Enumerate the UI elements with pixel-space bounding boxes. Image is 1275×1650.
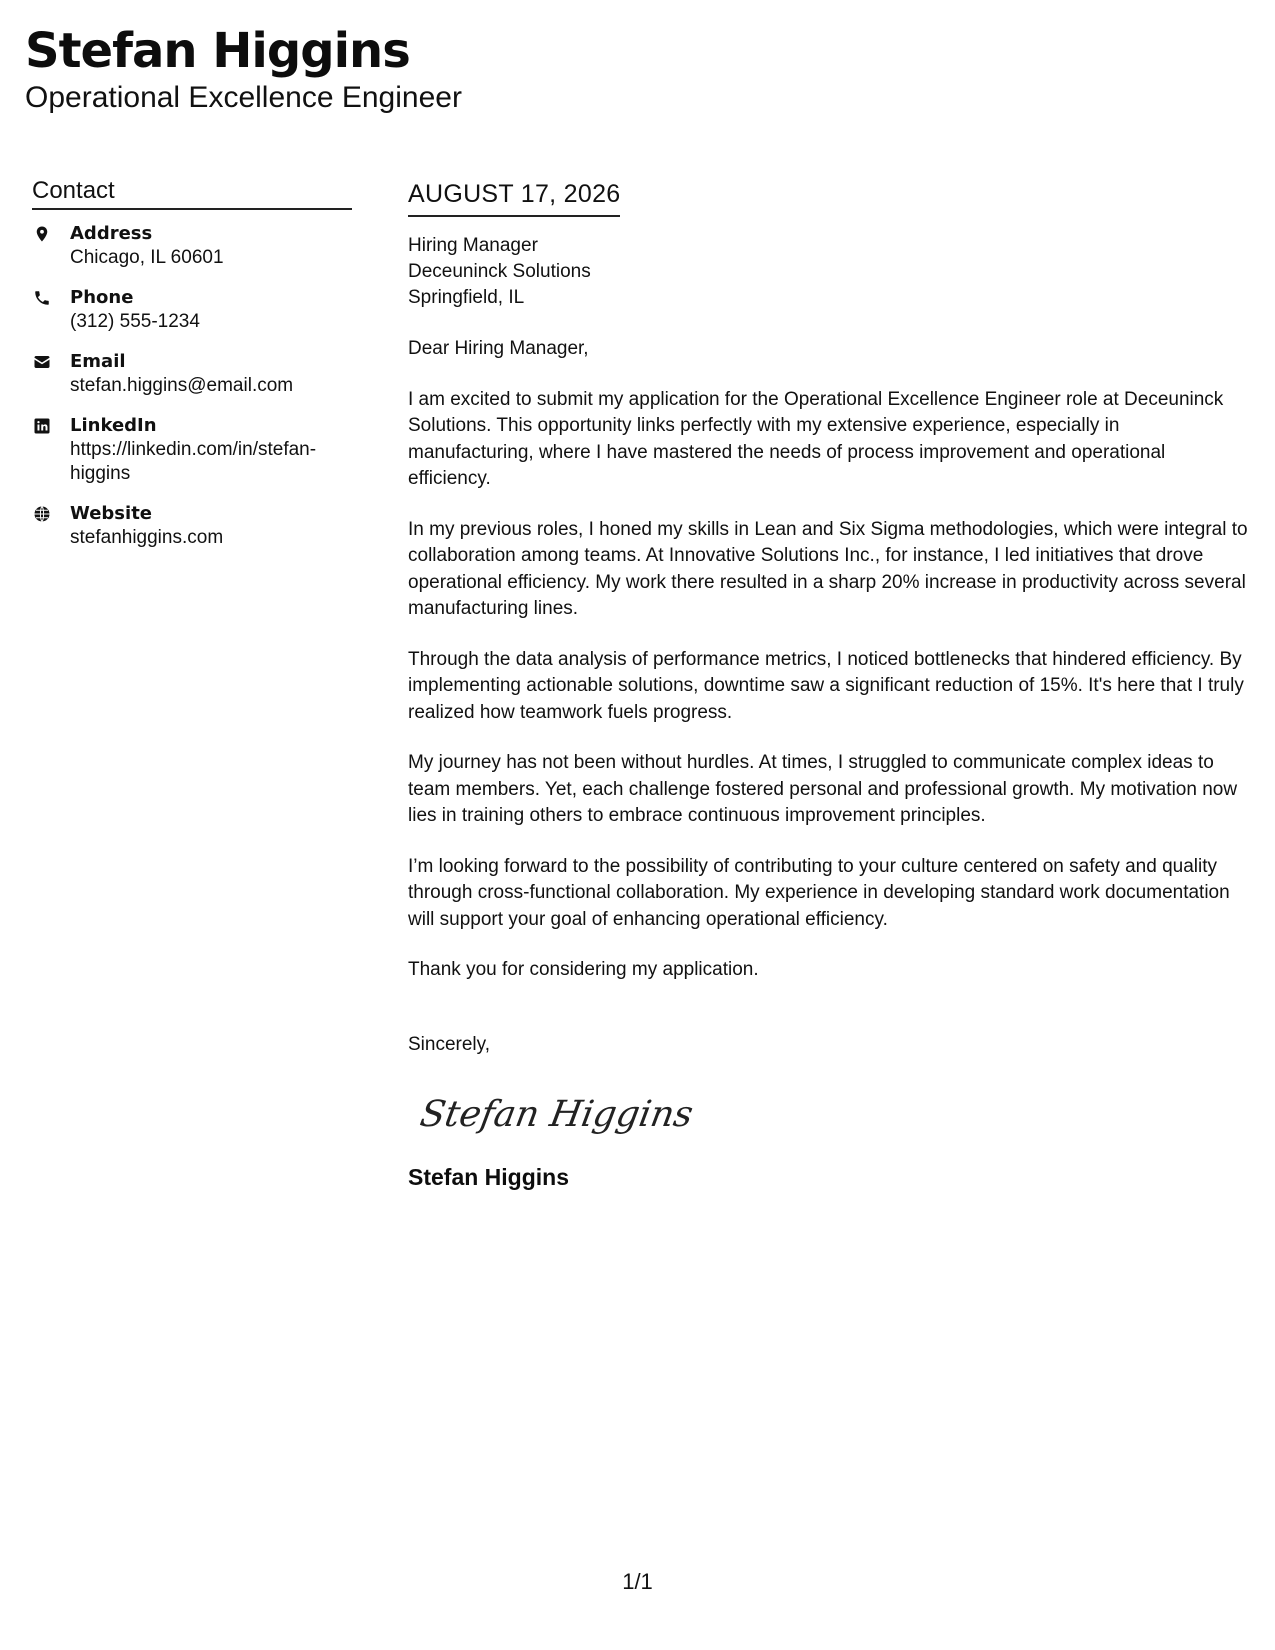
paragraph: I’m looking forward to the possibility of contributing to your culture centered on safety and quality through cross-functional collaboration. My experience in developing standard work documentation will support your goal of enhancing operational efficiency. xyxy=(408,855,1230,930)
signer-name: Stefan Higgins xyxy=(408,1164,570,1190)
page-header xyxy=(25,22,462,116)
phone-icon xyxy=(32,288,52,308)
recipient-line: Hiring Manager xyxy=(408,235,538,256)
contact-title: Contact xyxy=(32,176,352,210)
contact-value: https://linkedin.com/in/stefan-higgins xyxy=(70,439,317,484)
contact-item-linkedin xyxy=(32,414,352,486)
linkedin-icon xyxy=(32,416,52,436)
contact-label: Phone xyxy=(70,287,134,308)
applicant-name: Stefan Higgins xyxy=(25,23,410,79)
recipient-block xyxy=(408,233,1248,311)
contact-label: Address xyxy=(70,223,153,244)
contact-value: Chicago, IL 60601 xyxy=(70,247,224,268)
contact-value: stefanhiggins.com xyxy=(70,527,224,548)
handwritten-signature xyxy=(417,1084,1248,1154)
applicant-role: Operational Excellence Engineer xyxy=(25,81,462,114)
paragraph: Thank you for considering my application. xyxy=(408,959,759,980)
letter-body xyxy=(408,178,1248,1192)
paragraph: In my previous roles, I honed my skills in Lean and Six Sigma methodologies, which were integral to collaboration among teams. At Innovative Solutions Inc., for instance, I led initiatives that drove operational efficiency. My work there resulted in a sharp 20% increase in productivity across several manufacturing lines. xyxy=(408,518,1248,619)
contact-label: Website xyxy=(70,503,153,524)
contact-item-email xyxy=(32,350,352,398)
letter-date: AUGUST 17, 2026 xyxy=(408,178,620,217)
contact-value: (312) 555-1234 xyxy=(70,311,200,332)
salutation: Dear Hiring Manager, xyxy=(408,338,589,359)
contact-item-address xyxy=(32,222,352,270)
paragraph: My journey has not been without hurdles. At times, I struggled to communicate complex ideas to team members. Yet, each challenge fostered personal and professional growth. My motivation now lies in training others to embrace continuous improvement principles. xyxy=(408,752,1238,826)
contact-label: Email xyxy=(70,351,126,372)
page-number: 1/1 xyxy=(622,1569,653,1594)
contact-value: stefan.higgins@email.com xyxy=(70,375,294,396)
closing: Sincerely, xyxy=(408,1033,491,1055)
globe-icon xyxy=(32,504,52,524)
paragraph: Through the data analysis of performance metrics, I noticed bottlenecks that hindered efficiency. By implementing actionable solutions, downtime saw a significant reduction of 15%. It's here that I truly realized how teamwork fuels progress. xyxy=(408,648,1244,723)
paragraph: I am excited to submit my application for the Operational Excellence Engineer role at Deceuninck Solutions. This opportunity links perfectly with my extensive experience, especially in manufacturing, where I have mastered the needs of process improvement and operational efficiency. xyxy=(408,388,1224,489)
contact-sidebar xyxy=(32,176,352,566)
contact-item-phone xyxy=(32,286,352,334)
signature-text: Stefan Higgins xyxy=(417,1092,697,1135)
recipient-line: Deceuninck Solutions xyxy=(408,261,591,282)
envelope-icon xyxy=(32,352,52,372)
location-pin-icon xyxy=(32,224,52,244)
contact-item-website xyxy=(32,502,352,550)
recipient-line: Springfield, IL xyxy=(408,287,525,308)
contact-label: LinkedIn xyxy=(70,415,157,436)
